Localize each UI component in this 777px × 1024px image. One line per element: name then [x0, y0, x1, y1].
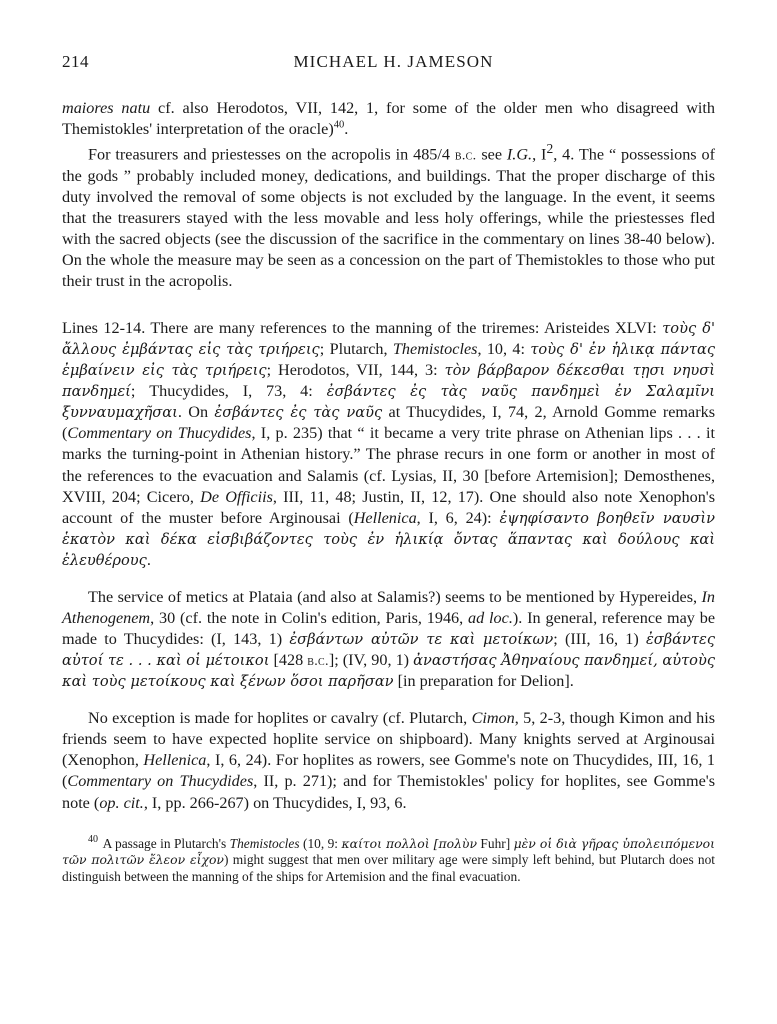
paragraph-text: For treasurers and priestesses on the acropolis in 485/4 [88, 145, 455, 164]
superscript-edition: 2 [546, 141, 554, 157]
citation-title: Hellenica [143, 751, 207, 770]
paragraph-continued: maiores natu cf. also Herodotos, VII, 142, 1, for some of the older men who disagreed with Themistokles' interpretation of the oracle)$^{40}$. [62, 99, 715, 139]
paragraph-text: ; (III, 16, 1) [553, 629, 646, 648]
paragraph-text: ; Herodotos, VII, 144, 3: [266, 361, 445, 380]
paragraph-text: . [146, 550, 151, 569]
paragraph-text: at Thucydides, I, 74, 2, Arnold Gomme remarks ( [62, 403, 715, 443]
greek-quote: μὲν οἱ διὰ γῆρας ὑπολειπόμενοι τῶν πολιτῶν ἔλεον εἶχον [62, 835, 715, 868]
greek-quote: τοὺς δ' ἄλλους ἐμβάντας εἰς τὰς τριήρεις [62, 320, 715, 359]
greek-quote: ἀναστήσας Ἀθηναίους πανδημεί, αὐτοὺς καὶ τοὺς μετοίκους καὶ ξένων ὅσοι παρῆσαν [62, 652, 716, 691]
citation-title: Hellenica [353, 508, 417, 527]
footnote-text-final: final evacuation [431, 869, 518, 885]
footnote-reference: 40 [333, 119, 345, 131]
paragraph-text: , I, pp. 266-267) on Thucydides, I, 93, 6. [143, 793, 407, 812]
paragraph-text: , 30 (cf. the note in Colin's edition, Paris, 1946, [150, 608, 469, 627]
paragraph-text: cf. also Herodotos, VII, 142, 1, for some of the older men who disagreed with Themistokles' interpretation of the oracle) [62, 99, 715, 139]
paragraph-text: [in preparation for Delion]. [393, 672, 574, 691]
paragraph-hoplites [62, 708, 715, 813]
paragraph-lines-12-14 [62, 318, 715, 571]
article-body [62, 98, 715, 814]
paragraph-text: ; Plutarch, [319, 340, 393, 359]
citation-title: Commentary on Thucydides [67, 772, 254, 791]
citation-title: Themistocles [392, 340, 478, 359]
footnote-text: A passage in Plutarch's [100, 835, 230, 851]
footnote-text: . [517, 869, 521, 885]
greek-quote: τὸν βάρβαρον δέκεσθαι τῃσι νηυσὶ πανδημεί [62, 362, 715, 401]
paragraph-text: . On [177, 403, 215, 422]
paragraph-text: Lines 12-14. There are many references to the manning of the triremes: Aristeides XLVI: [62, 319, 663, 338]
paragraph-text: , I [532, 145, 547, 164]
greek-quote: ἐσβάντες ἐς τὰς ναῦς πανδημεὶ ἐν Σαλαμῖνι ξυνναυμαχῆσαι [62, 383, 715, 422]
citation-title: Themistocles [229, 835, 300, 851]
paragraph-text: , 5, 2-3, though Kimon and his friends seem to have expected hoplite service on shipboard). Many knights served at Arginousai (Xenophon, [62, 709, 716, 770]
paragraph-text: , 10, 4: [477, 340, 531, 359]
paragraph-text: , II, p. 271); and for Themistokles' policy for hoplites, see Gomme's note ( [62, 772, 715, 812]
paragraph-text: see [476, 145, 507, 164]
paragraph-text: ). In general, reference may be made to Thucydides: (I, 143, 1) [62, 608, 716, 648]
small-caps-bc: b.c. [307, 654, 329, 670]
footnote-40 [62, 836, 715, 887]
citation-title: Cimon [471, 709, 515, 728]
footnote-block [62, 836, 715, 887]
small-caps-bc: b.c. [454, 148, 477, 164]
paragraph-text: ]; (IV, 90, 1) [328, 651, 414, 670]
greek-quote: ἐσβάντες αὐτοί τε . . . καὶ οἱ μέτοικοι [62, 630, 715, 670]
citation-ig: I.G. [506, 145, 533, 164]
paragraph-metics [62, 587, 715, 692]
greek-quote: καίτοι πολλοὶ [πολὺν [341, 835, 477, 851]
citation-title: De Officiis [200, 487, 273, 506]
citation-title: Commentary on Thucydides [67, 424, 252, 443]
greek-quote: ἐσβάντων αὐτῶν τε καὶ μετοίκων [289, 630, 554, 648]
footnote-number: 40 [88, 834, 98, 846]
footnote-text: ) might suggest that men over military age were simply left behind, but Plutarch does not distinguish between the manning of the ships for Artemision and the [62, 852, 716, 885]
running-head: MICHAEL H. JAMESON [293, 52, 494, 71]
paragraph-text: [428 [269, 651, 308, 670]
paragraph-text: , I, 6, 24): [416, 508, 500, 527]
paragraph-text: The service of metics at Plataia (and also at Salamis?) seems to be mentioned by Hypereides, [88, 587, 702, 606]
footnote-text: (10, 9: [299, 835, 342, 851]
paragraph-text: , 4. The “ possessions of the gods ” probably included money, dedications, and buildings. That the proper discharge of this duty involved the removal of some objects is not excluded by the language. In the event, it seems that the treasurers stayed with the less movable and less holy offerings, while the priestesses fled with the sacred objects (see the discussion of the sacrifice in the commentary on lines 38-40 below). On the whole the measure may be seen as a concession on the part of Themistokles to those who put their trust in the acropolis. [62, 145, 715, 291]
page-header [62, 52, 715, 80]
citation-title: In Athenogenem [62, 587, 715, 627]
paragraph-text: No exception is made for hoplites or cavalry (cf. Plutarch, [88, 709, 472, 728]
greek-quote: τοὺς δ' ἐν ἡλικᾳ πάντας ἐμβαίνειν εἰς τὰς τριήρεις [62, 341, 716, 380]
paragraph-text: ; Thucydides, I, 73, 4: [130, 382, 327, 401]
citation-opcit: op. cit. [99, 793, 144, 812]
citation-adloc: ad loc. [468, 608, 513, 627]
greek-quote: ἐψηφίσαντο βοηθεῖν ναυσὶν ἑκατὸν καὶ δέκα εἰσβιβάζοντες τοὺς ἐν ἡλικίᾳ ὄντας ἅπαντας καὶ δούλους καὶ ἐλευθέρους [62, 509, 715, 569]
page-number: 214 [62, 52, 89, 71]
paragraph-text: , III, 11, 48; Justin, II, 12, 17). One should also note Xenophon's account of the muster before Arginousai ( [62, 487, 716, 527]
paragraph-text: , I, p. 235) that “ it became a very trite phrase on Athenian lips . . . it marks the turning-point in Athenian history.” The phrase recurs in one form or another in most of the references to the evacuation and Salamis (cf. Lysias, II, 30 [before Artemision]; Demosthenes, XVIII, 204; Cicero, [62, 424, 715, 506]
paragraph-treasurers [62, 140, 715, 292]
paragraph-text: , I, 6, 24). For hoplites as rowers, see Gomme's note on Thucydides, III, 16, 1 ( [62, 751, 715, 791]
latin-term: maiores natu [62, 99, 151, 117]
greek-quote: ἐσβάντες ἐς τὰς ναῦς [214, 404, 383, 422]
footnote-text: Fuhr] [477, 835, 514, 851]
